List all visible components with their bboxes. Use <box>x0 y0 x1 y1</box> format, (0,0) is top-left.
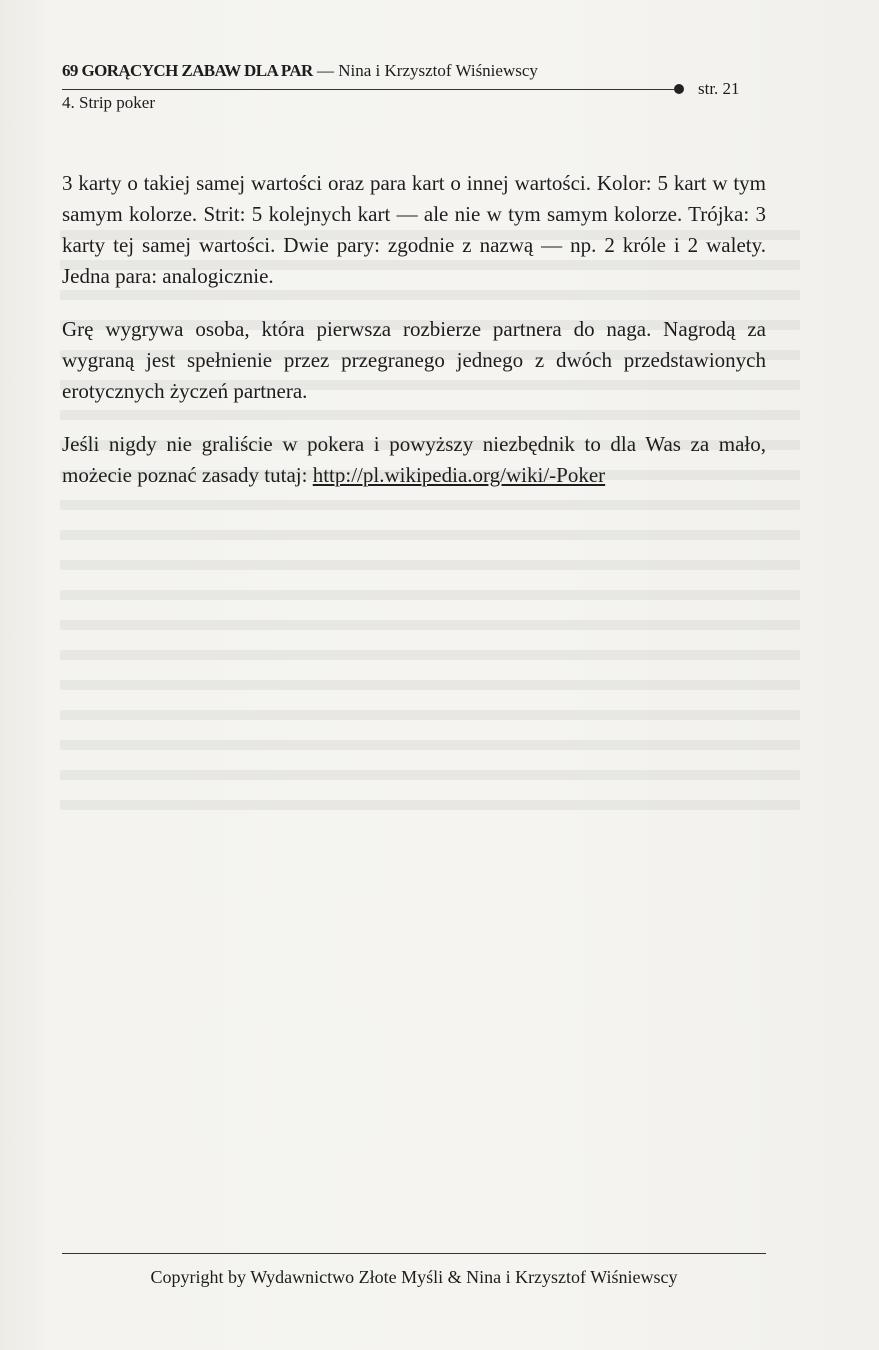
header-rule <box>62 89 674 90</box>
book-authors: Nina i Krzysztof Wiśniewscy <box>338 61 538 80</box>
paragraph-rules-link <box>62 429 766 491</box>
body-text <box>62 168 766 513</box>
footer-rule <box>62 1253 766 1254</box>
bullet-icon <box>674 84 684 94</box>
rules-link-intro: Jeśli nigdy nie graliście w pokera i powyższy niezbędnik to dla Was za mało, możecie poznać zasady tutaj: <box>62 432 766 487</box>
page-number: str. 21 <box>698 79 740 98</box>
paragraph-hand-rankings: 3 karty o takiej samej wartości oraz para kart o innej wartości. Kolor: 5 kart w tym samym kolorze. Strit: 5 kolejnych kart — ale nie w tym samym kolorze. Trójka: 3 karty tej samej wartości. Dwie pary: zgodnie z nazwą — np. 2 króle i 2 walety. Jedna para: analogicznie. <box>62 171 766 288</box>
header-separator: — <box>312 61 339 80</box>
running-header <box>62 60 766 112</box>
book-title: 69 GORĄCYCH ZABAW DLA PAR <box>62 61 313 80</box>
chapter-title: 4. Strip poker <box>62 93 156 112</box>
footer-copyright: Copyright by Wydawnictwo Złote Myśli & Nina i Krzysztof Wiśniewscy <box>150 1267 678 1287</box>
header-title-line <box>62 60 766 82</box>
paragraph-winning-rules: Grę wygrywa osoba, która pierwsza rozbierze partnera do naga. Nagrodą za wygraną jest spełnienie przez przegranego jednego z dwóch przedstawionych erotycznych życzeń partnera. <box>62 317 766 403</box>
wikipedia-poker-link[interactable]: http://pl.wikipedia.org/wiki/-Poker <box>312 463 606 487</box>
